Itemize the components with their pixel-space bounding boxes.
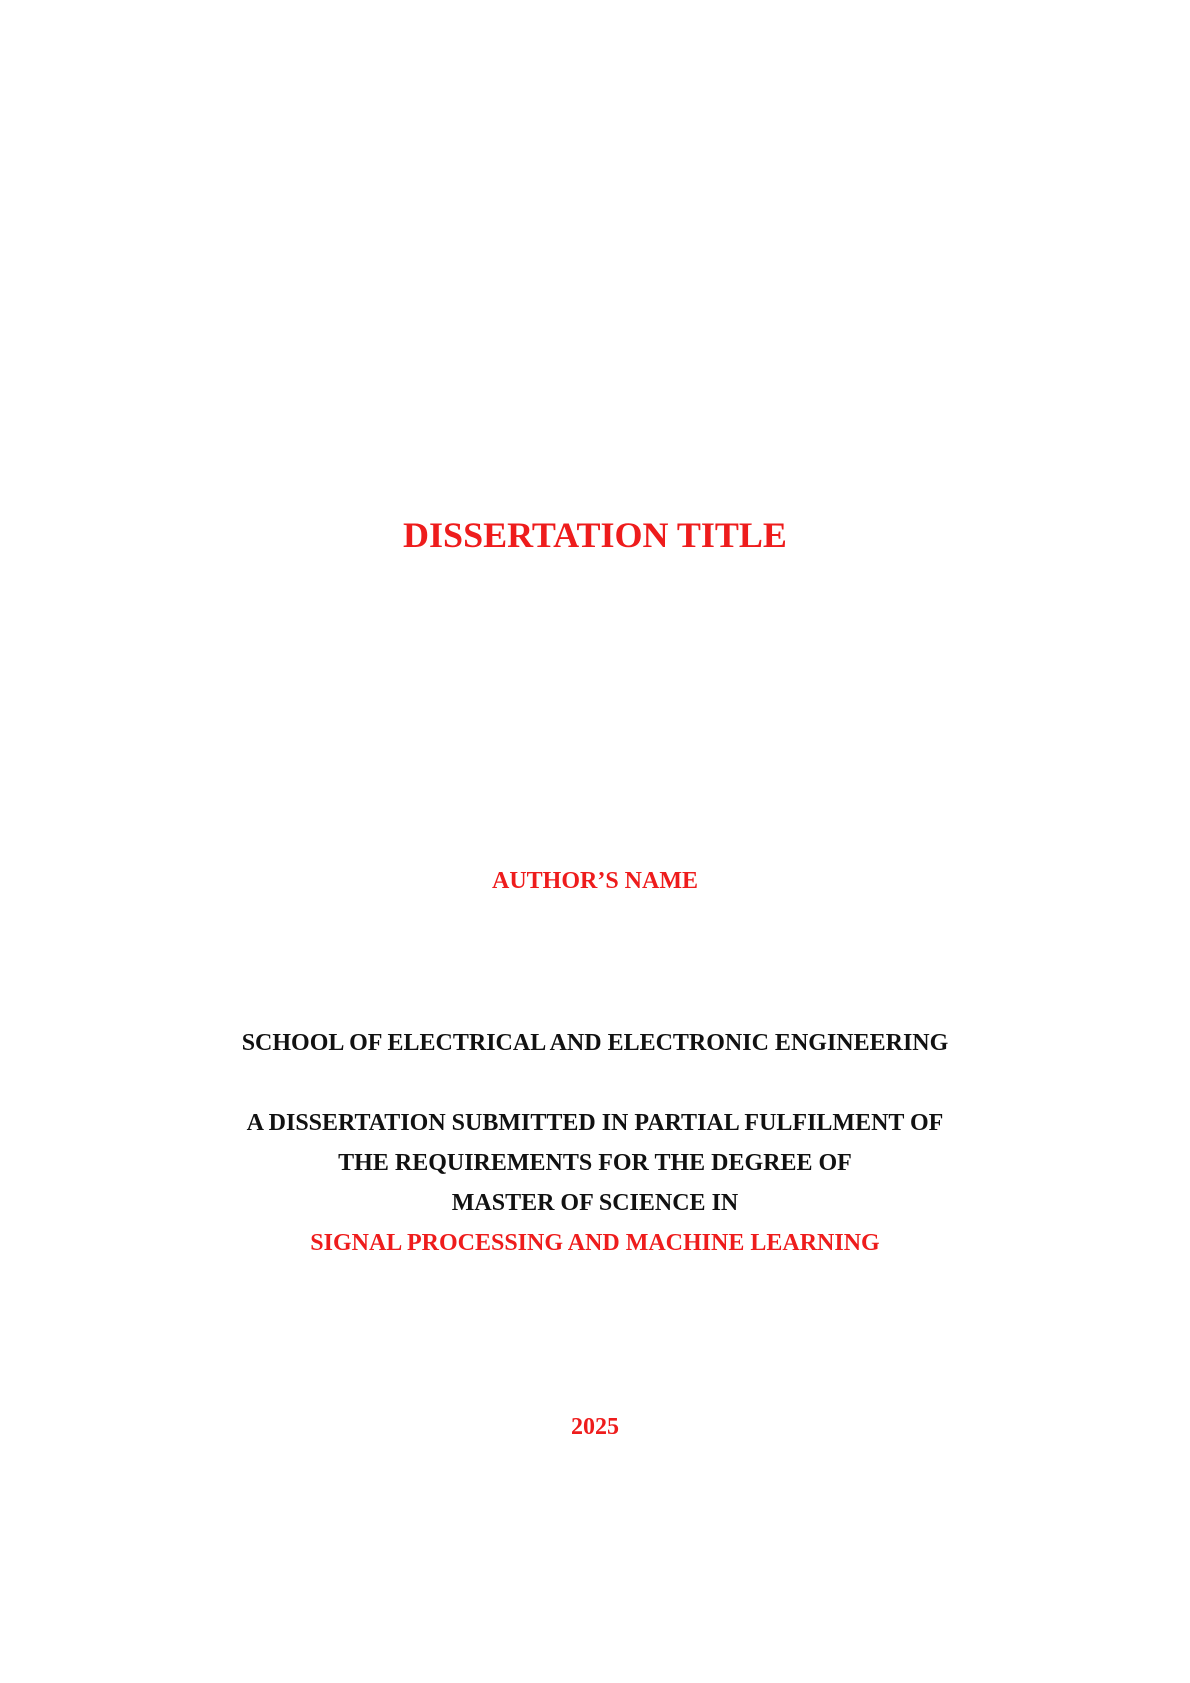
school-name: SCHOOL OF ELECTRICAL AND ELECTRONIC ENGINEERING xyxy=(241,1030,949,1056)
dissertation-title: DISSERTATION TITLE xyxy=(403,515,787,555)
programme-name: SIGNAL PROCESSING AND MACHINE LEARNING xyxy=(310,1230,880,1256)
submission-statement-line-1: A DISSERTATION SUBMITTED IN PARTIAL FULFILMENT OF xyxy=(246,1110,944,1136)
author-name: AUTHOR’S NAME xyxy=(491,868,698,894)
degree-name: MASTER OF SCIENCE IN xyxy=(451,1190,739,1216)
submission-year: 2025 xyxy=(571,1414,619,1440)
submission-statement-line-2: THE REQUIREMENTS FOR THE DEGREE OF xyxy=(338,1150,852,1176)
